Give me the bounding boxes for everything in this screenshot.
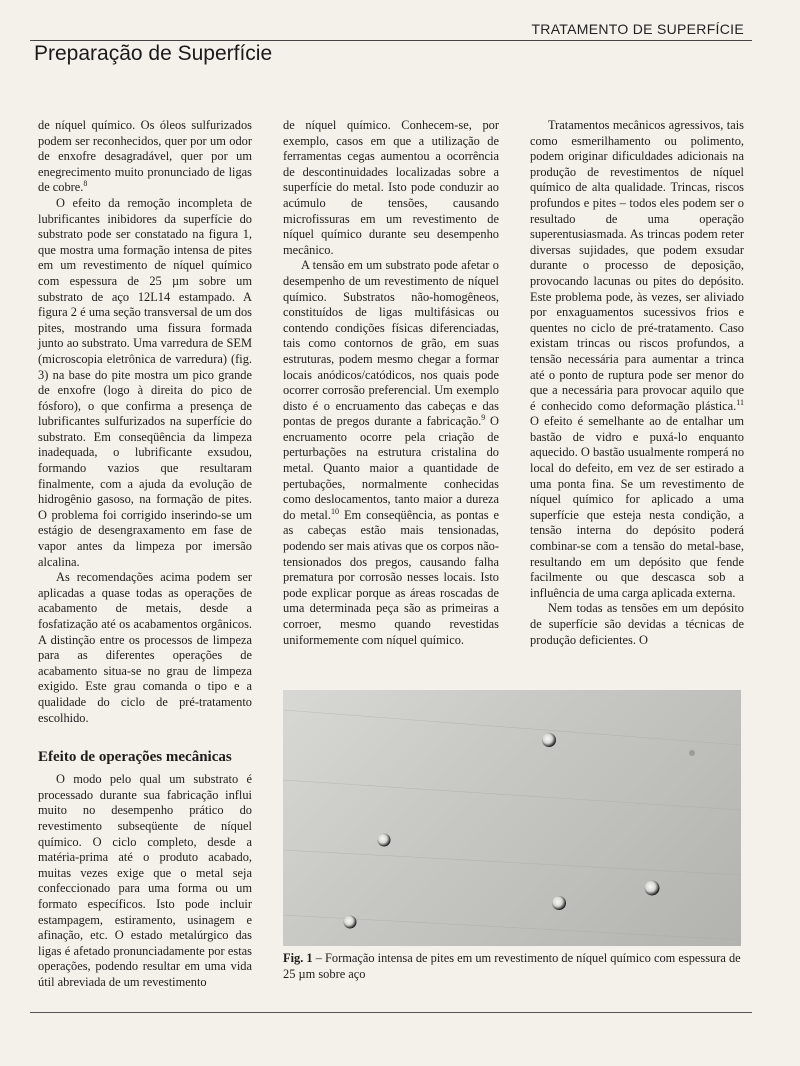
footnote-ref: 9 — [481, 413, 486, 423]
pit-mark — [645, 881, 660, 896]
column-3 — [530, 118, 744, 648]
pit-mark — [552, 896, 566, 910]
running-head: TRATAMENTO DE SUPERFÍCIE — [531, 21, 744, 37]
pit-mark — [378, 834, 391, 847]
paragraph: de níquel químico. Conhecem-se, por exemplo, casos em que a utilização de ferramentas cegas aumentou a ocorrência de descontinuidades localizadas sobre a superfície do metal. Isto pode conduzir ao acúmulo de tensões, causando microfissuras em um revestimento de níquel químico durante seu desempenho mecânico. — [283, 118, 499, 257]
footnote-ref: 10 — [330, 506, 339, 516]
paragraph: O modo pelo qual um substrato é processado durante sua fabricação influi muito no desempenho prático do revestimento subseqüente de níquel químico. O ciclo completo, desde a matéria-prima até o produto acabado, muitas vezes exige que o metal seja confeccionado para uma forma ou um formato específicos. Isto pode incluir estampagem, estiramento, usinagem e afinação, etc. O estado metalúrgico das ligas é afetado pronunciadamente por estas operações, podendo resultar em uma vida útil abreviada de um revestimento — [38, 772, 252, 989]
caption-label: Fig. 1 — [283, 951, 313, 965]
figure-caption — [283, 951, 741, 982]
pitting-image — [283, 690, 741, 946]
pit-marks — [344, 733, 696, 929]
pit-mark — [344, 916, 357, 929]
paragraph: A tensão em um substrato pode afetar o desempenho de um revestimento de níquel químico. Substratos não-homogêneos, constituídos de ligas multifásicas ou contendo condições físicas diferenciadas, tais como contornos de grão, em suas estruturas, podem mesmo chegar a formar locais anódicos/catódicos, nos quais pode ocorrer corrosão preferencial. Um exemplo disto é o encruamento das cabeças e das pontas de pregos durante a fabricação.$^9$ O encruamento ocorre pela criação de perturbações na estrutura cristalina do metal. Quanto maior a quantidade de pertubações, normalmente conhecidas como deslocamentos, tanto maior a dureza do metal.$^{10}$ Em conseqüência, as pontas e as cabeças estão mais tensionadas, podendo ser mais ativas que os corpos não-tensionados dos pregos, causando falha prematura por corrosão nesses locais. Isto pode explicar porque as áreas roscadas de uma determinada peça são as primeiras a corroer, mesmo quando revestidas uniformemente com níquel químico. — [283, 258, 500, 647]
footnote-ref: 8 — [83, 179, 88, 189]
paragraph: Tratamentos mecânicos agressivos, tais como esmerilhamento ou polimento, podem originar dificuldades adicionais na produção de revestimentos de níquel químico de alta qualidade. Trincas, riscos profundos e pites – todos eles podem ser o resultado de uma operação superentusiasmada. As trincas podem reter diversas sujidades, que podem exsudar durante o processo de deposição, provocando lacunas ou pites do depósito. Este problema pode, às vezes, ser aliviado por enxaguamentos sucessivos frios e quentes no ciclo de pré-tratamento. Caso existam trincas ou riscos profundos, a tensão necessária para aumentar a trinca até o ponto de ruptura pode ser menor do que a necessária para provocar aquilo que é conhecido como deformação plástica.$^{11}$ O efeito é semelhante ao de entalhar um bastão de vidro e puxá-lo enquanto aquecido. O bastão usualmente romperá no local do defeito, em vez de ser estirado a uma ponta fina. Se um revestimento de níquel químico for aplicado a uma superfície que esteja nesta condição, a tensão interna do depósito poderá combinar-se com a tensão do metal-base, resultando em um depósito que fende facilmente ou que descasca sob a influência de uma carga aplicada externa. — [530, 118, 745, 600]
caption-text: – Formação intensa de pites em um revestimento de níquel químico com espessura de 25 µm sobre aço — [283, 951, 741, 981]
section-title: Preparação de Superfície — [34, 42, 273, 65]
pit-mark — [542, 733, 556, 747]
column-2 — [283, 118, 499, 648]
footer-rule — [30, 1012, 752, 1013]
paragraph: As recomendações acima podem ser aplicadas a quase todas as operações de acabamento de metais, desde a fosfatização até os acabamentos orgânicos. A distinção entre os processos de limpeza para as diferentes operações de acabamento situa-se no grau de limpeza exigido. Este grau comanda o tipo e a qualidade do ciclo de pré-tratamento escolhido. — [38, 570, 252, 725]
footnote-ref: 11 — [736, 397, 744, 407]
subheading: Efeito de operações mecânicas — [38, 749, 232, 766]
paragraph: Nem todas as tensões em um depósito de superfície são devidas a técnicas de produção deficientes. O — [530, 601, 744, 647]
paragraph: de níquel químico. Os óleos sulfurizados podem ser reconhecidos, quer por um odor de enxofre desagradável, quer por um enegrecimento muito pronunciado de ligas de cobre.$^8$ — [38, 118, 252, 195]
pit-mark — [689, 750, 695, 756]
column-1 — [38, 118, 252, 990]
paragraph: O efeito da remoção incompleta de lubrificantes inibidores da superfície do substrato pode ser constatado na figura 1, que mostra uma formação intensa de pites em um revestimento de níquel químico com espessura de 25 µm sobre um substrato de aço 12L14 estampado. A figura 2 é uma seção transversal de um dos pites, mostrando uma fissura formada junto ao substrato. Uma varredura de SEM (microscopia eletrônica de varredura) (fig. 3) na base do pite mostra um pico grande de enxofre (logo à direita do pico de fósforo), o que confirma a presença de lubrificantes sulfurizados na superfície do substrato. Em conseqüência da limpeza inadequada, o lubrificante exsudou, formando vazios que resultaram finalmente, com a ajuda da evolução de hidrogênio gasoso, na formação de pites. O problema foi corrigido inserindo-se um estágio de desengraxamento em fase de vapor antes da limpeza por imersão alcalina. — [38, 195, 252, 569]
figure-1-micrograph — [283, 690, 741, 946]
header-rule — [30, 40, 752, 41]
